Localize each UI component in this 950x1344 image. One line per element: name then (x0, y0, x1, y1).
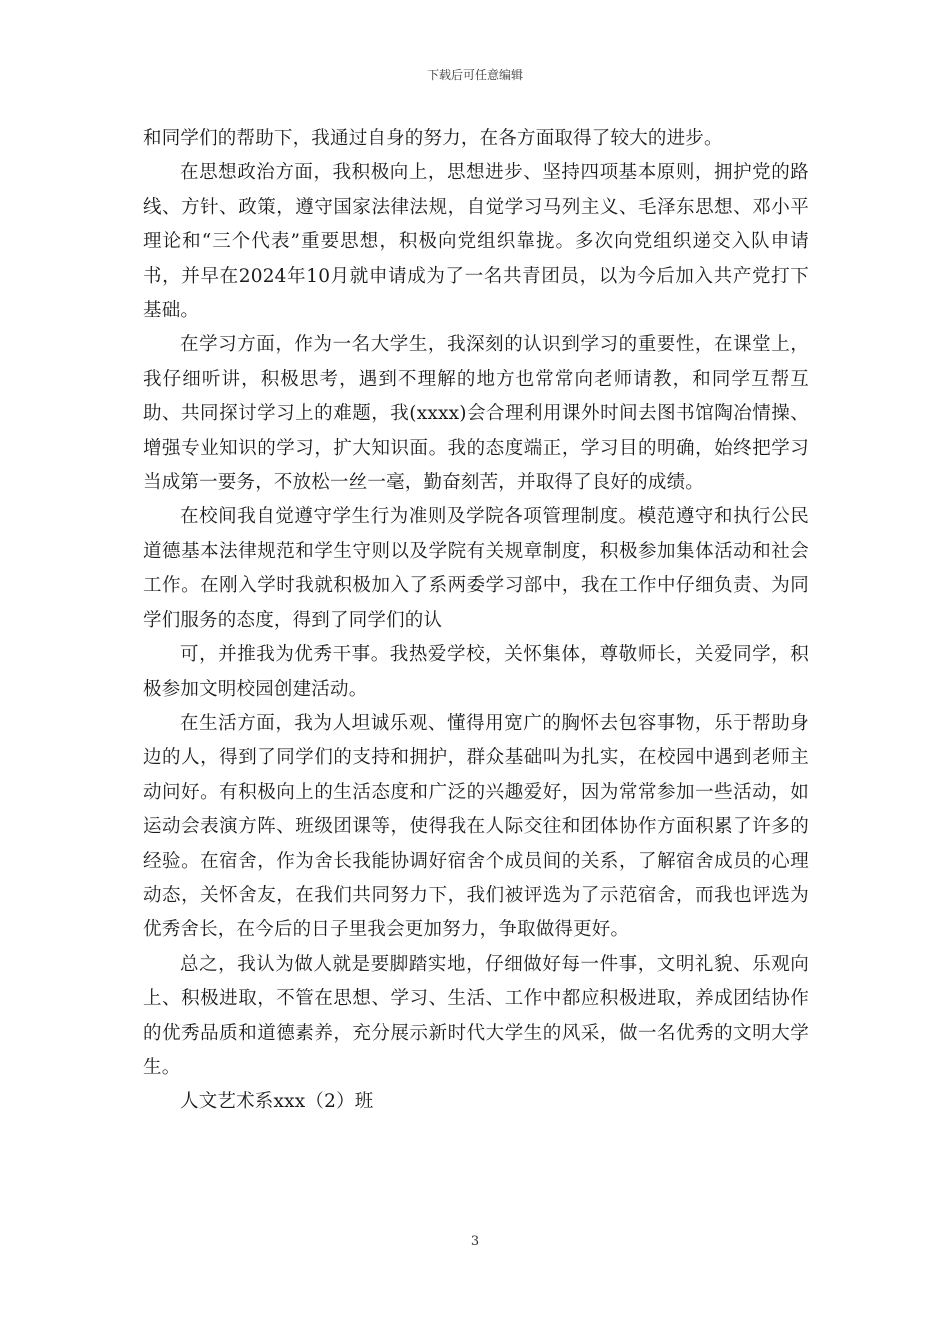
document-body (143, 122, 809, 1120)
page-header: 下载后可任意编辑 (426, 68, 523, 82)
signature-class: 人文艺术系xxx（2）班 (180, 1091, 374, 1113)
page-number: 3 (470, 1234, 480, 1249)
paragraph-life: 在生活方面，我为人坦诚乐观、懂得用宽广的胸怀去包容事物，乐于帮助身边的人，得到了同学们的支持和拥护，群众基础叫为扎实，在校园中遇到老师主动问好。有积极向上的生活态度和广泛的兴趣爱好，因为常常参加一些活动，如运动会表演方阵、班级团课等，使得我在人际交往和团体协作方面积累了许多的经验。在宿舍，作为舍长我能协调好宿舍个成员间的关系，了解宿舍成员的心理动态，关怀舍友，在我们共同努力下，我们被评选为了示范宿舍，而我也评选为优秀舍长，在今后的日子里我会更加努力，争取做得更好。 (143, 712, 809, 941)
paragraph-study: 在学习方面，作为一名大学生，我深刻的认识到学习的重要性，在课堂上，我仔细听讲，积极思考，遇到不理解的地方也常常向老师请教，和同学互帮互助、共同探讨学习上的难题，我(xxxx)会合理利用课外时间去图书馆陶冶情操、增强专业知识的学习，扩大知识面。我的态度端正，学习目的明确，始终把学习当成第一要务，不放松一丝一毫，勤奋刻苦，并取得了良好的成绩。 (143, 334, 809, 494)
paragraph-school-conduct-cont: 可，并推我为优秀干事。我热爱学校，关怀集体，尊敬师长，关爱同学，积极参加文明校园创建活动。 (143, 644, 809, 700)
paragraph-politics: 在思想政治方面，我积极向上，思想进步、坚持四项基本原则，拥护党的路线、方针、政策，遵守国家法律法规，自觉学习马列主义、毛泽东思想、邓小平理论和“三个代表”重要思想，积极向党组织靠拢。多次向党组织递交入队申请书，并早在2024年10月就申请成为了一名共青团员，以为今后加入共产党打下基础。 (143, 162, 809, 322)
paragraph-school-conduct: 在校间我自觉遵守学生行为准则及学院各项管理制度。模范遵守和执行公民道德基本法律规范和学生守则以及学院有关规章制度，积极参加集体活动和社会工作。在刚入学时我就积极加入了系两委学习部中，我在工作中仔细负责、为同学们服务的态度，得到了同学们的认 (143, 506, 809, 631)
paragraph-conclusion: 总之，我认为做人就是要脚踏实地，仔细做好每一件事，文明礼貌、乐观向上、积极进取，不管在思想、学习、生活、工作中都应积极进取，养成团结协作的优秀品质和道德素养，充分展示新时代大学生的风采，做一名优秀的文明大学生。 (143, 953, 809, 1078)
paragraph-continuation: 和同学们的帮助下，我通过自身的努力，在各方面取得了较大的进步。 (143, 128, 723, 149)
